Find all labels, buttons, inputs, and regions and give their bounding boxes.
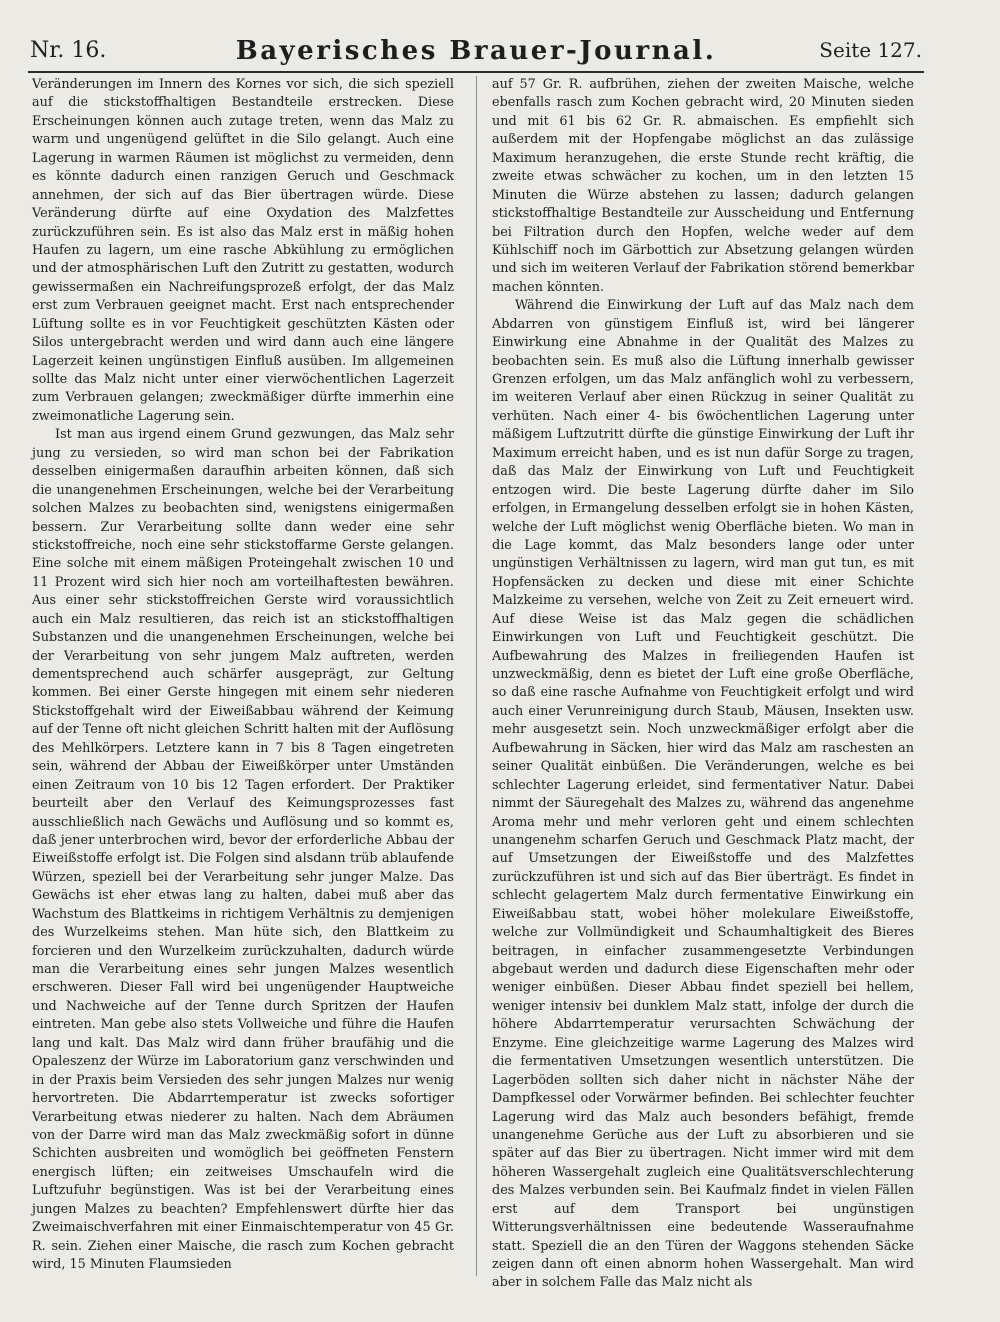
paragraph: Veränderungen im Innern des Kornes vor sich, die sich speziell auf die stickstoffhaltigen Bestandteile erstrecken. Diese Erscheinungen können auch zutage treten, wenn das Malz zu warm und ungenügend gelüftet in die Silo gelangt. Auch eine Lagerung in warmen Räumen ist möglichst zu vermeiden, denn es könnte dadurch einen ranzigen Geruch und Geschmack annehmen, der sich auf das Bier übertragen würde. Diese Veränderung dürfte auf eine Oxydation des Malzfettes zurückzuführen sein. Es ist also das Malz erst in mäßig hohen Haufen zu lagern, um eine rasche Abkühlung zu ermöglichen und der atmosphärischen Luft den Zutritt zu gestatten, wodurch gewissermaßen ein Nachreifungsprozeß erfolgt, der das Malz erst zum Verbrauen geeignet macht. Erst nach entsprechender Lüftung sollte es in vor Feuchtigkeit geschützten Kästen oder Silos untergebracht werden und wird dann auch eine längere Lagerzeit keinen ungünstigen Einfluß ausüben. Im allgemeinen sollte das Malz nicht unter einer vierwöchentlichen Lagerzeit zum Verbrauen gelangen; zweckmäßiger dürfte immerhin eine zweimonatliche Lagerung sein. — [32, 77, 454, 424]
page-header — [30, 34, 922, 70]
header-rule — [28, 71, 924, 73]
paragraph: auf 57 Gr. R. aufbrühen, ziehen der zweiten Maische, welche ebenfalls rasch zum Kochen gebracht wird, 20 Minuten sieden und mit 61 bis 62 Gr. R. abmaischen. Es empfiehlt sich außerdem mit der Hopfengabe möglichst an das zulässige Maximum heranzugehen, die erste Stunde recht kräftig, die zweite etwas schwächer zu kochen, um in den letzten 15 Minuten die Würze abstehen zu lassen; dadurch gelangen stickstoffhaltige Bestandteile zur Ausscheidung und Entfernung bei Filtration durch den Hopfen, welche weder auf dem Kühlschiff noch im Gärbottich zur Absetzung gelangen würden und sich im weiteren Verlauf der Fabrikation störend bemerkbar machen könnten. — [492, 77, 914, 295]
page-number: Seite 127. — [819, 38, 922, 62]
issue-number: Nr. 16. — [30, 38, 107, 63]
left-column — [32, 76, 454, 1274]
journal-title: Bayerisches Brauer-Journal. — [235, 36, 717, 66]
right-column — [492, 76, 914, 1293]
column-divider — [476, 76, 477, 1276]
paragraph: Während die Einwirkung der Luft auf das Malz nach dem Abdarren von günstigem Einfluß ist, wird bei längerer Einwirkung eine Abnahme in der Qualität des Malzes zu beobachten sein. Es muß also die Lüftung innerhalb gewisser Grenzen erfolgen, um das Malz anfänglich wohl zu verbessern, im weiteren Verlauf aber einen Rückzug in seiner Qualität zu verhüten. Nach einer 4- bis 6wöchentlichen Lagerung unter mäßigem Luftzutritt dürfte die günstige Einwirkung der Luft ihr Maximum erreicht haben, und es ist nun dafür Sorge zu tragen, daß das Malz der Einwirkung von Luft und Feuchtigkeit entzogen wird. Die beste Lagerung dürfte daher im Silo erfolgen, in Ermangelung desselben erfolgt sie in hohen Kästen, welche der Luft möglichst wenig Oberfläche bieten. Wo man in die Lage kommt, das Malz besonders lange oder unter ungünstigen Verhältnissen zu lagern, wird man gut tun, es mit Hopfensäcken zu decken und diese mit einer Schichte Malzkeime zu versehen, welche von Zeit zu Zeit erneuert wird. Auf diese Weise ist das Malz gegen die schädlichen Einwirkungen von Luft und Feuchtigkeit geschützt. Die Aufbewahrung des Malzes in freiliegenden Haufen ist unzweckmäßig, denn es bietet der Luft eine große Oberfläche, so daß eine rasche Aufnahme von Feuchtigkeit erfolgt und wird auch einer Verunreinigung durch Staub, Mäusen, Insekten usw. mehr ausgesetzt sein. Noch unzweckmäßiger erfolgt aber die Aufbewahrung in Säcken, hier wird das Malz am raschesten an seiner Qualität einbüßen. Die Veränderungen, welche es bei schlechter Lagerung erleidet, sind fermentativer Natur. Dabei nimmt der Säuregehalt des Malzes zu, während das angenehme Aroma mehr und mehr verloren geht und einem schlechten unangenehm scharfen Geruch und Geschmack Platz macht, der auf Umsetzungen der Eiweißstoffe und des Malzfettes zurückzuführen ist und sich auf das Bier überträgt. Es findet in schlecht gelagertem Malz durch fermentative Einwirkung ein Eiweißabbau statt, wobei höher molekulare Eiweißstoffe, welche zur Vollmündigkeit und Schaumhaltigkeit des Bieres beitragen, in einfacher zusammengesetzte Verbindungen abgebaut werden und dadurch diese Eigenschaften mehr oder weniger einbüßen. Dieser Abbau findet speziell bei hellem, weniger intensiv bei dunklem Malz statt, infolge der durch die höhere Abdarrtemperatur verursachten Schwächung der Enzyme. Eine gleichzeitige warme Lagerung des Malzes wird die fermentativen Umsetzungen wesentlich unterstützen. Die Lagerböden sollten sich daher nicht in nächster Nähe der Dampfkessel oder Vorwärmer befinden. Bei schlechter feuchter Lagerung wird das Malz auch besonders befähigt, fremde unangenehme Gerüche aus der Luft zu absorbieren und sie später auf das Bier zu übertragen. Nicht immer wird mit dem höheren Wassergehalt zugleich eine Qualitätsverschlechterung des Malzes verbunden sein. Bei Kaufmalz findet in vielen Fällen erst auf dem Transport bei ungünstigen Witterungsverhältnissen eine bedeutende Wasseraufnahme statt. Speziell die an den Türen der Waggons stehenden Säcke zeigen dann oft einen abnorm hohen Wassergehalt. Man wird aber in solchem Falle das Malz nicht als — [492, 298, 914, 1291]
paragraph: Ist man aus irgend einem Grund gezwungen, das Malz sehr jung zu versieden, so wird man schon bei der Fabrikation desselben einigermaßen daraufhin arbeiten können, daß sich die unangenehmen Erscheinungen, welche bei der Verarbeitung solchen Malzes zu beobachten sind, wenigstens einigermaßen bessern. Zur Verarbeitung sollte dann weder eine sehr stickstoffreiche, noch eine sehr stickstoffarme Gerste gelangen. Eine solche mit einem mäßigen Proteingehalt zwischen 10 und 11 Prozent wird sich hier noch am vorteilhaftesten bewähren. Aus einer sehr stickstoffreichen Gerste wird voraussichtlich auch ein Malz resultieren, das reich ist an stickstoffhaltigen Substanzen und die unangenehmen Erscheinungen, welche bei der Verarbeitung von sehr jungem Malz auftreten, werden dementsprechend auch schärfer ausgeprägt, zur Geltung kommen. Bei einer Gerste hingegen mit einem sehr niederen Stickstoffgehalt wird der Eiweißabbau während der Keimung auf der Tenne oft nicht gleichen Schritt halten mit der Auflösung des Mehlkörpers. Letztere kann in 7 bis 8 Tagen eingetreten sein, während der Abbau der Eiweißkörper unter Umständen einen Zeitraum von 10 bis 12 Tagen erfordert. Der Praktiker beurteilt aber den Verlauf des Keimungsprozesses fast ausschließlich nach Gewächs und Auflösung und so kommt es, daß jener unterbrochen wird, bevor der erforderliche Abbau der Eiweißstoffe erfolgt ist. Die Folgen sind alsdann trüb ablaufende Würzen, speziell bei der Verarbeitung sehr junger Malze. Das Gewächs ist eher etwas lang zu halten, dabei muß aber das Wachstum des Blattkeims in richtigem Verhältnis zu demjenigen des Wurzelkeims stehen. Man hüte sich, den Blattkeim zu forcieren und den Wurzelkeim zurückzuhalten, dadurch würde man die Verarbeitung eines sehr jungen Malzes wesentlich erschweren. Dieser Fall wird bei ungenügender Hauptweiche und Nachweiche auf der Tenne durch Spritzen der Haufen eintreten. Man gebe also stets Vollweiche und führe die Haufen lang und kalt. Das Malz wird dann früher braufähig und die Opaleszenz der Würze im Laboratorium ganz verschwinden und in der Praxis beim Versieden des sehr jungen Malzes nur wenig hervortreten. Die Abdarrtemperatur ist zwecks sofortiger Verarbeitung etwas niederer zu halten. Nach dem Abräumen von der Darre wird man das Malz zweckmäßig sofort in dünne Schichten ausbreiten und womöglich bei geöffneten Fenstern energisch lüften; ein zeitweises Umschaufeln wird die Luftzufuhr begünstigen. Was ist bei der Verarbeitung eines jungen Malzes zu beachten? Empfehlenswert dürfte hier das Zweimaischverfahren mit einer Einmaischtemperatur von 45 Gr. R. sein. Ziehen einer Maische, die rasch zum Kochen gebracht wird, 15 Minuten Flaumsieden — [32, 427, 454, 1272]
